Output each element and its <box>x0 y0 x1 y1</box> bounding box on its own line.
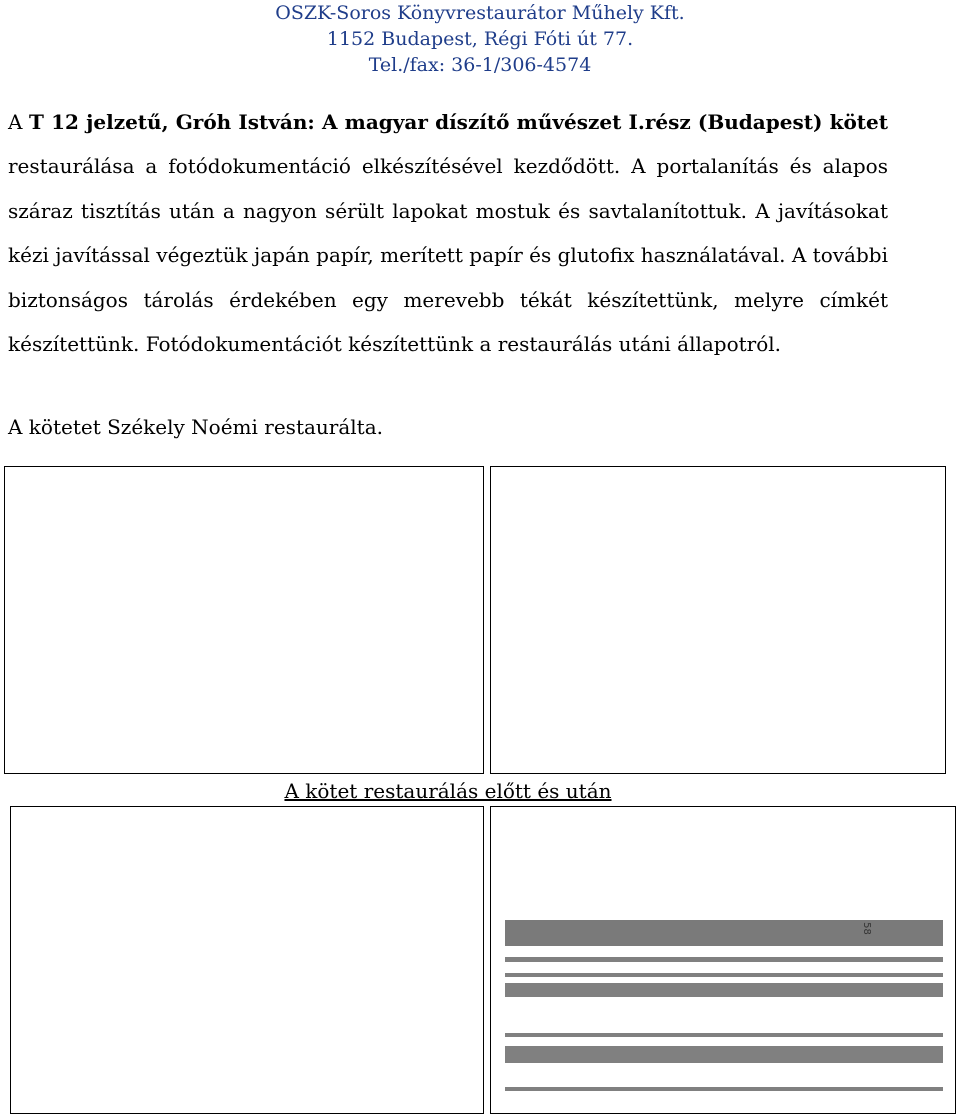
page-number: 58 <box>861 922 873 935</box>
company-phone: Tel./fax: 36-1/306-4574 <box>368 54 592 76</box>
page-strip <box>505 1046 943 1063</box>
page-strip <box>505 973 943 977</box>
page-strip <box>505 920 943 946</box>
page-strip <box>505 957 943 962</box>
company-address: 1152 Budapest, Régi Fóti út 77. <box>326 28 634 50</box>
page-strip <box>505 1087 943 1091</box>
company-name: OSZK-Soros Könyvrestaurátor Műhely Kft. <box>275 2 685 24</box>
photo-caption: A kötet restaurálás előtt és után <box>284 779 612 803</box>
page-strip <box>505 1033 943 1037</box>
photo-before-cover <box>4 466 484 774</box>
report-body: restaurálása a fotódokumentáció elkészítésével kezdődött. A portalanítás és alapos száraz tisztítás után a nagyon sérült lapokat mostuk és savtalanítottuk. A javításokat kézi javítással végeztük japán papír, merített papír és glutofix használatával. A további biztonságos tárolás érdekében egy merevebb tékát készítettünk, melyre címkét készítettünk. Fotódokumentációt készítettünk a restaurálás utáni állapotról. <box>8 154 888 357</box>
photo-after-cover <box>490 466 946 774</box>
report-paragraph <box>8 100 888 366</box>
page-strip <box>505 983 943 997</box>
restorer-credit: A kötetet Székely Noémi restaurálta. <box>8 415 383 439</box>
report-title-prefix: A <box>8 110 30 134</box>
report-title: T 12 jelzetű, Gróh István: A magyar díszítő művészet I.rész (Budapest) kötet <box>29 110 889 134</box>
photo-after-pages <box>490 806 956 1114</box>
photo-before-pages <box>10 806 484 1114</box>
letterhead <box>0 0 960 78</box>
